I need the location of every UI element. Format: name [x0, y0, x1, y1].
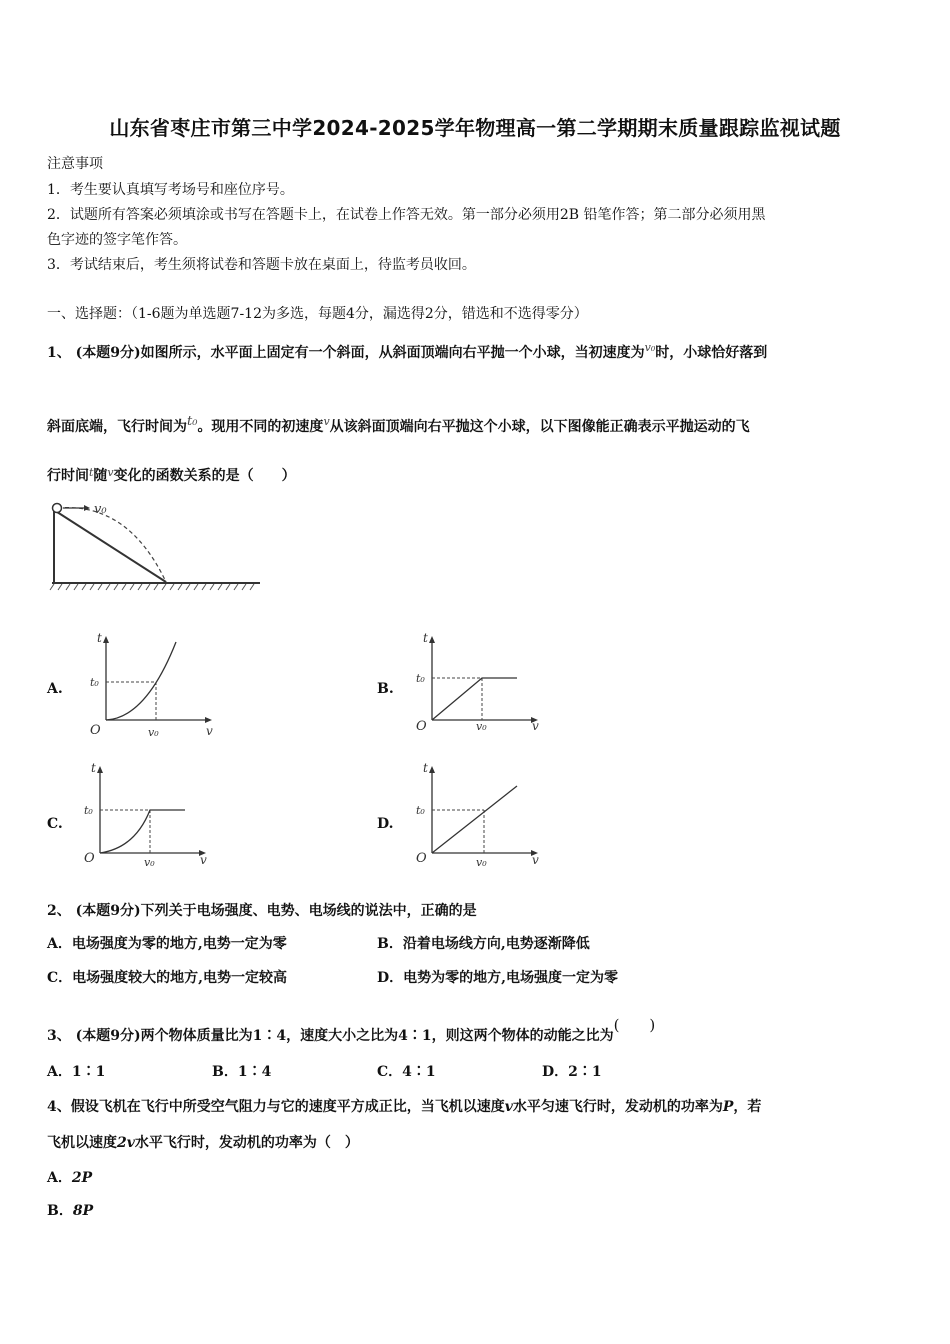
origin-label: O: [90, 723, 101, 738]
q4-text-1a: 4、假设飞机在飞行中所受空气阻力与它的速度平方成正比，当飞机以速度: [47, 1099, 505, 1115]
q1-option-a-label[interactable]: A.: [47, 681, 63, 697]
q4-v: v: [504, 1099, 513, 1115]
q3-option-d[interactable]: D．2∶1: [542, 1064, 602, 1080]
q1-text-1b: 时，小球恰好落到: [655, 345, 768, 361]
q2-option-c[interactable]: C．电场强度较大的地方,电势一定较高: [47, 970, 288, 986]
q1-line1: [47, 341, 767, 362]
origin-label: O: [416, 719, 427, 734]
q4-P: P: [722, 1099, 734, 1115]
q4-text-1b: 水平匀速飞行时，发动机的功率为: [512, 1099, 723, 1115]
q1-text-2b: 。现用不同的初速度: [197, 419, 324, 435]
v0-label: v₀: [476, 720, 487, 733]
axis-t-label: t: [423, 631, 428, 645]
q2-option-b[interactable]: B．沿着电场线方向,电势逐渐降低: [377, 936, 590, 952]
v0-label: v₀: [148, 726, 159, 739]
t0-label: t₀: [416, 672, 425, 685]
q1-text-2a: 斜面底端，飞行时间为: [47, 419, 187, 435]
q1-sym-t: t: [89, 466, 94, 479]
curve-c: [100, 810, 185, 853]
page-title: 山东省枣庄市第三中学2024-2025学年物理高一第二学期期末质量跟踪监视试题: [109, 116, 841, 140]
q1-option-b-label[interactable]: B.: [377, 681, 394, 697]
q1-line2: [47, 414, 750, 436]
incline-slope: [54, 510, 166, 582]
axis-t-label: t: [91, 761, 96, 775]
v0-label: v₀: [144, 856, 155, 869]
velocity-label: v₀: [94, 502, 107, 517]
ball: [53, 504, 62, 513]
notice-item-2: 2．试题所有答案必须填涂或书写在答题卡上，在试卷上作答无效。第一部分必须用2B 铅笔作答；第二部分必须用黑: [47, 207, 766, 223]
graph-b: [412, 630, 552, 740]
notice-heading: 注意事项: [47, 156, 103, 172]
q4-option-b-label: B．: [47, 1203, 73, 1219]
q4-option-b[interactable]: [47, 1200, 93, 1220]
v0-label: v₀: [476, 856, 487, 869]
q1-text-3c: 变化的函数关系的是（ ）: [113, 468, 296, 484]
q2-option-a[interactable]: A．电场强度为零的地方,电势一定为零: [47, 936, 287, 952]
t0-label: t₀: [416, 804, 425, 817]
notice-item-1: 1．考生要认真填写考场号和座位序号。: [47, 182, 294, 198]
notice-item-2-cont: 色字迹的签字笔作答。: [47, 232, 187, 248]
q1-text-3b: 随: [93, 468, 108, 484]
incline-figure: [48, 498, 263, 598]
section-heading: 一、选择题：（1-6题为单选题7-12为多选，每题4分，漏选得2分，错选和不选得零分）: [47, 306, 588, 322]
q4-option-a-label: A．: [47, 1170, 72, 1186]
q4-option-a-value: 2P: [71, 1170, 93, 1186]
graph-d: [412, 760, 552, 870]
graph-a: [86, 630, 226, 740]
axis-t-label: t: [423, 761, 428, 775]
q1-option-d-label[interactable]: D.: [377, 816, 394, 832]
q1-sym-v-2: v: [107, 466, 114, 479]
q3-option-a[interactable]: A．1∶1: [47, 1064, 106, 1080]
t0-label: t₀: [84, 804, 93, 817]
axis-v-label: v: [200, 853, 207, 867]
q4-option-a[interactable]: [47, 1167, 92, 1187]
q1-line3: [47, 465, 296, 485]
graph-c: [80, 760, 220, 870]
t0-label: t₀: [90, 676, 99, 689]
axis-v-label: v: [206, 724, 213, 738]
axis-t-label: t: [97, 631, 102, 645]
q4-v2: 2v: [117, 1135, 135, 1151]
origin-label: O: [84, 851, 95, 866]
q3-option-b[interactable]: B．1∶4: [212, 1064, 272, 1080]
q1-text-1a: 1、 (本题9分)如图所示，水平面上固定有一个斜面，从斜面顶端向右平抛一个小球，当初速度为: [47, 345, 645, 361]
q4-line1: [47, 1096, 761, 1116]
q2-option-d[interactable]: D．电势为零的地方,电场强度一定为零: [377, 970, 619, 986]
q1-sym-v: v: [323, 415, 330, 428]
q1-sym-v0: v₀: [644, 341, 656, 354]
q4-text-2a: 飞机以速度: [47, 1135, 117, 1151]
axis-v-label: v: [532, 719, 539, 733]
notice-item-3: 3．考试结束后，考生须将试卷和答题卡放在桌面上，待监考员收回。: [47, 257, 476, 273]
origin-label: O: [416, 851, 427, 866]
q1-text-3a: 行时间: [47, 468, 89, 484]
q3-option-c[interactable]: C．4∶1: [377, 1064, 436, 1080]
ground-hatching: [50, 584, 254, 590]
q4-text-1c: ，若: [733, 1099, 762, 1115]
q1-text-2c: 从该斜面顶端向右平抛这个小球，以下图像能正确表示平抛运动的飞: [329, 419, 750, 435]
q4-option-b-value: 8P: [72, 1203, 94, 1219]
q3-line: [47, 1014, 655, 1045]
q1-option-c-label[interactable]: C.: [47, 816, 63, 832]
curve-b: [432, 678, 517, 720]
q1-sym-t0: t₀: [187, 414, 198, 429]
q3-stem: 3、 (本题9分)两个物体质量比为1∶4，速度大小之比为4∶1，则这两个物体的动能之比为: [47, 1028, 614, 1044]
curve-d: [432, 786, 517, 853]
q2-stem: 2、 (本题9分)下列关于电场强度、电势、电场线的说法中，正确的是: [47, 903, 477, 919]
q3-paren: ( ): [613, 1016, 656, 1034]
curve-a: [106, 642, 176, 720]
axis-v-label: v: [532, 853, 539, 867]
q4-line2: [47, 1132, 359, 1152]
q4-text-2b: 水平飞行时，发动机的功率为（ ）: [134, 1135, 359, 1151]
